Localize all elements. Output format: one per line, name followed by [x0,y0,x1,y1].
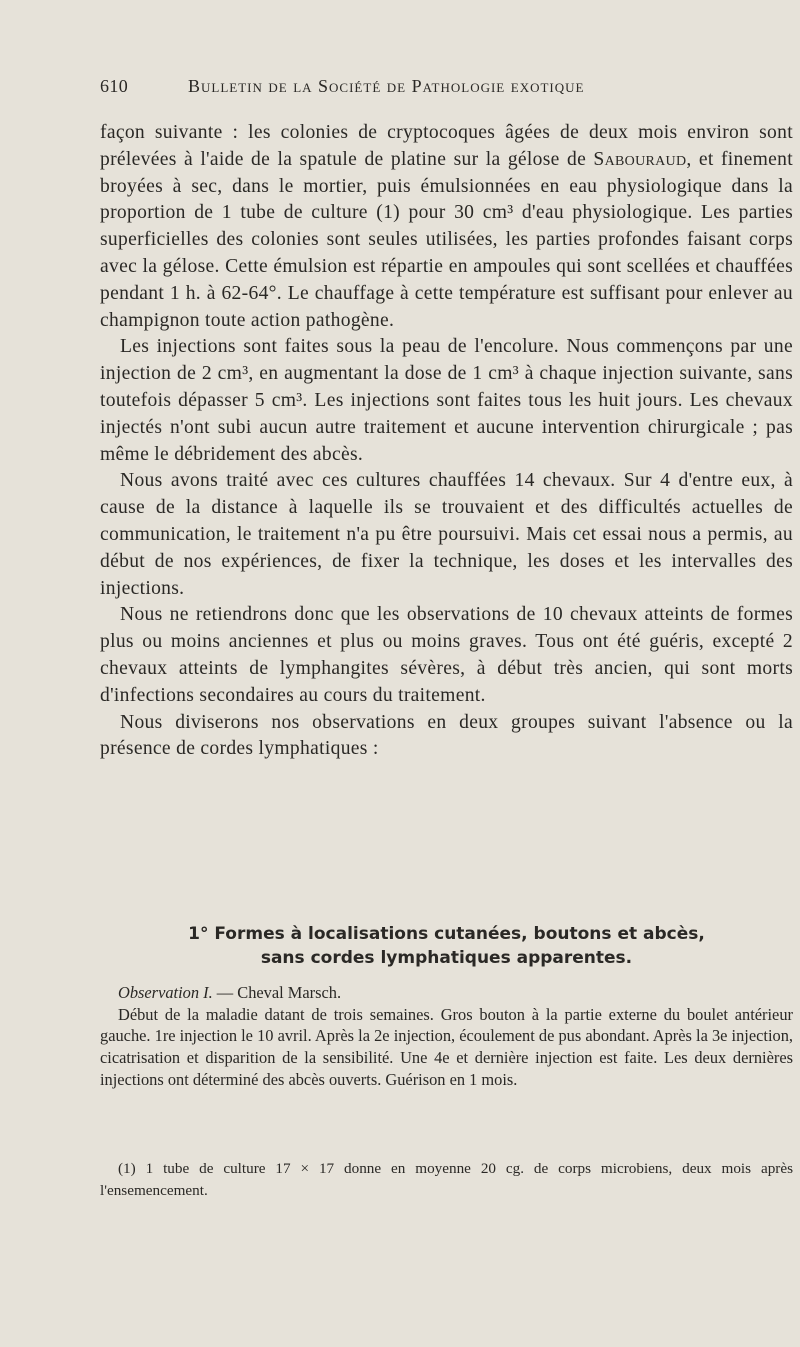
section-heading-line-2: sans cordes lymphatiques apparentes. [260,948,633,968]
author-name-sabouraud: Sabouraud [593,148,687,170]
section-heading [100,922,793,970]
running-title: Bulletin de la Société de Pathologie exotique [188,76,585,96]
footnote [100,1158,793,1202]
section-heading-line-1: 1° Formes à localisations cutanées, boutons et abcès, [188,924,705,944]
observation-text: Début de la maladie datant de trois semaines. Gros bouton à la partie externe du boulet antérieur gauche. 1re injection le 10 avril. Après la 2e injection, écoulement de pus abondant. Après la 3e injection, cicatrisation et disparition de la sensibilité. Une 4e et dernière injection est faite. Les deux dernières injections ont déterminé des abcès ouverts. Guérison en 1 mois. [100,1004,793,1089]
main-text [100,120,793,763]
observation-label: Observation I. [118,983,213,1002]
paragraph-2: Les injections sont faites sous la peau de l'encolure. Nous commençons par une injection de 2 cm³, en augmentant la dose de 1 cm³ à chaque injection suivante, sans toutefois dépasser 5 cm³. Les injections sont faites tous les huit jours. Les chevaux injectés n'ont subi aucun autre traitement et aucune intervention chirurgicale ; pas même le débridement des abcès. [100,336,793,465]
paragraph-4: Nous ne retiendrons donc que les observations de 10 chevaux atteints de formes plus ou moins anciennes et plus ou moins graves. Tous ont été guéris, excepté 2 chevaux atteints de lymphangites sévères, à début très ancien, qui sont morts d'infections secondaires au cours du traitement. [100,604,793,706]
paragraph-1 [100,120,793,334]
paragraph-1-part-b: , et finement broyées à sec, dans le mortier, puis émulsionnées en eau physiologique dans la proportion de 1 tube de culture (1) pour 30 cm³ d'eau physiologique. Les parties superficielles des colonies sont seules utilisées, les parties profondes faisant corps avec la gélose. Cette émulsion est répartie en ampoules qui sont scellées et chauffées pendant 1 h. à 62-64°. Le chauffage à cette température est suffisant pour enlever au champignon toute action pathogène. [100,148,793,331]
observation-block [100,982,793,1091]
observation-subject: — Cheval Marsch. [212,983,342,1002]
paragraph-1-part-a: façon suivante : les colonies de cryptocoques âgées de deux mois environ sont prélevées à l'aide de la spatule de platine sur la gélose de [100,122,793,170]
paragraph-5: Nous diviserons nos observations en deux groupes suivant l'absence ou la présence de cordes lymphatiques : [100,711,793,760]
observation-title [100,982,793,1004]
page-number: 610 [100,76,129,96]
footnote-text: (1) 1 tube de culture 17 × 17 donne en moyenne 20 cg. de corps microbiens, deux mois après l'ensemencement. [100,1160,793,1199]
paragraph-3: Nous avons traité avec ces cultures chauffées 14 chevaux. Sur 4 d'entre eux, à cause de la distance à laquelle ils se trouvaient et des difficultés actuelles de communication, le traitement n'a pu être poursuivi. Mais cet essai nous a permis, au début de nos expériences, de fixer la technique, les doses et les intervalles des injections. [100,470,793,599]
